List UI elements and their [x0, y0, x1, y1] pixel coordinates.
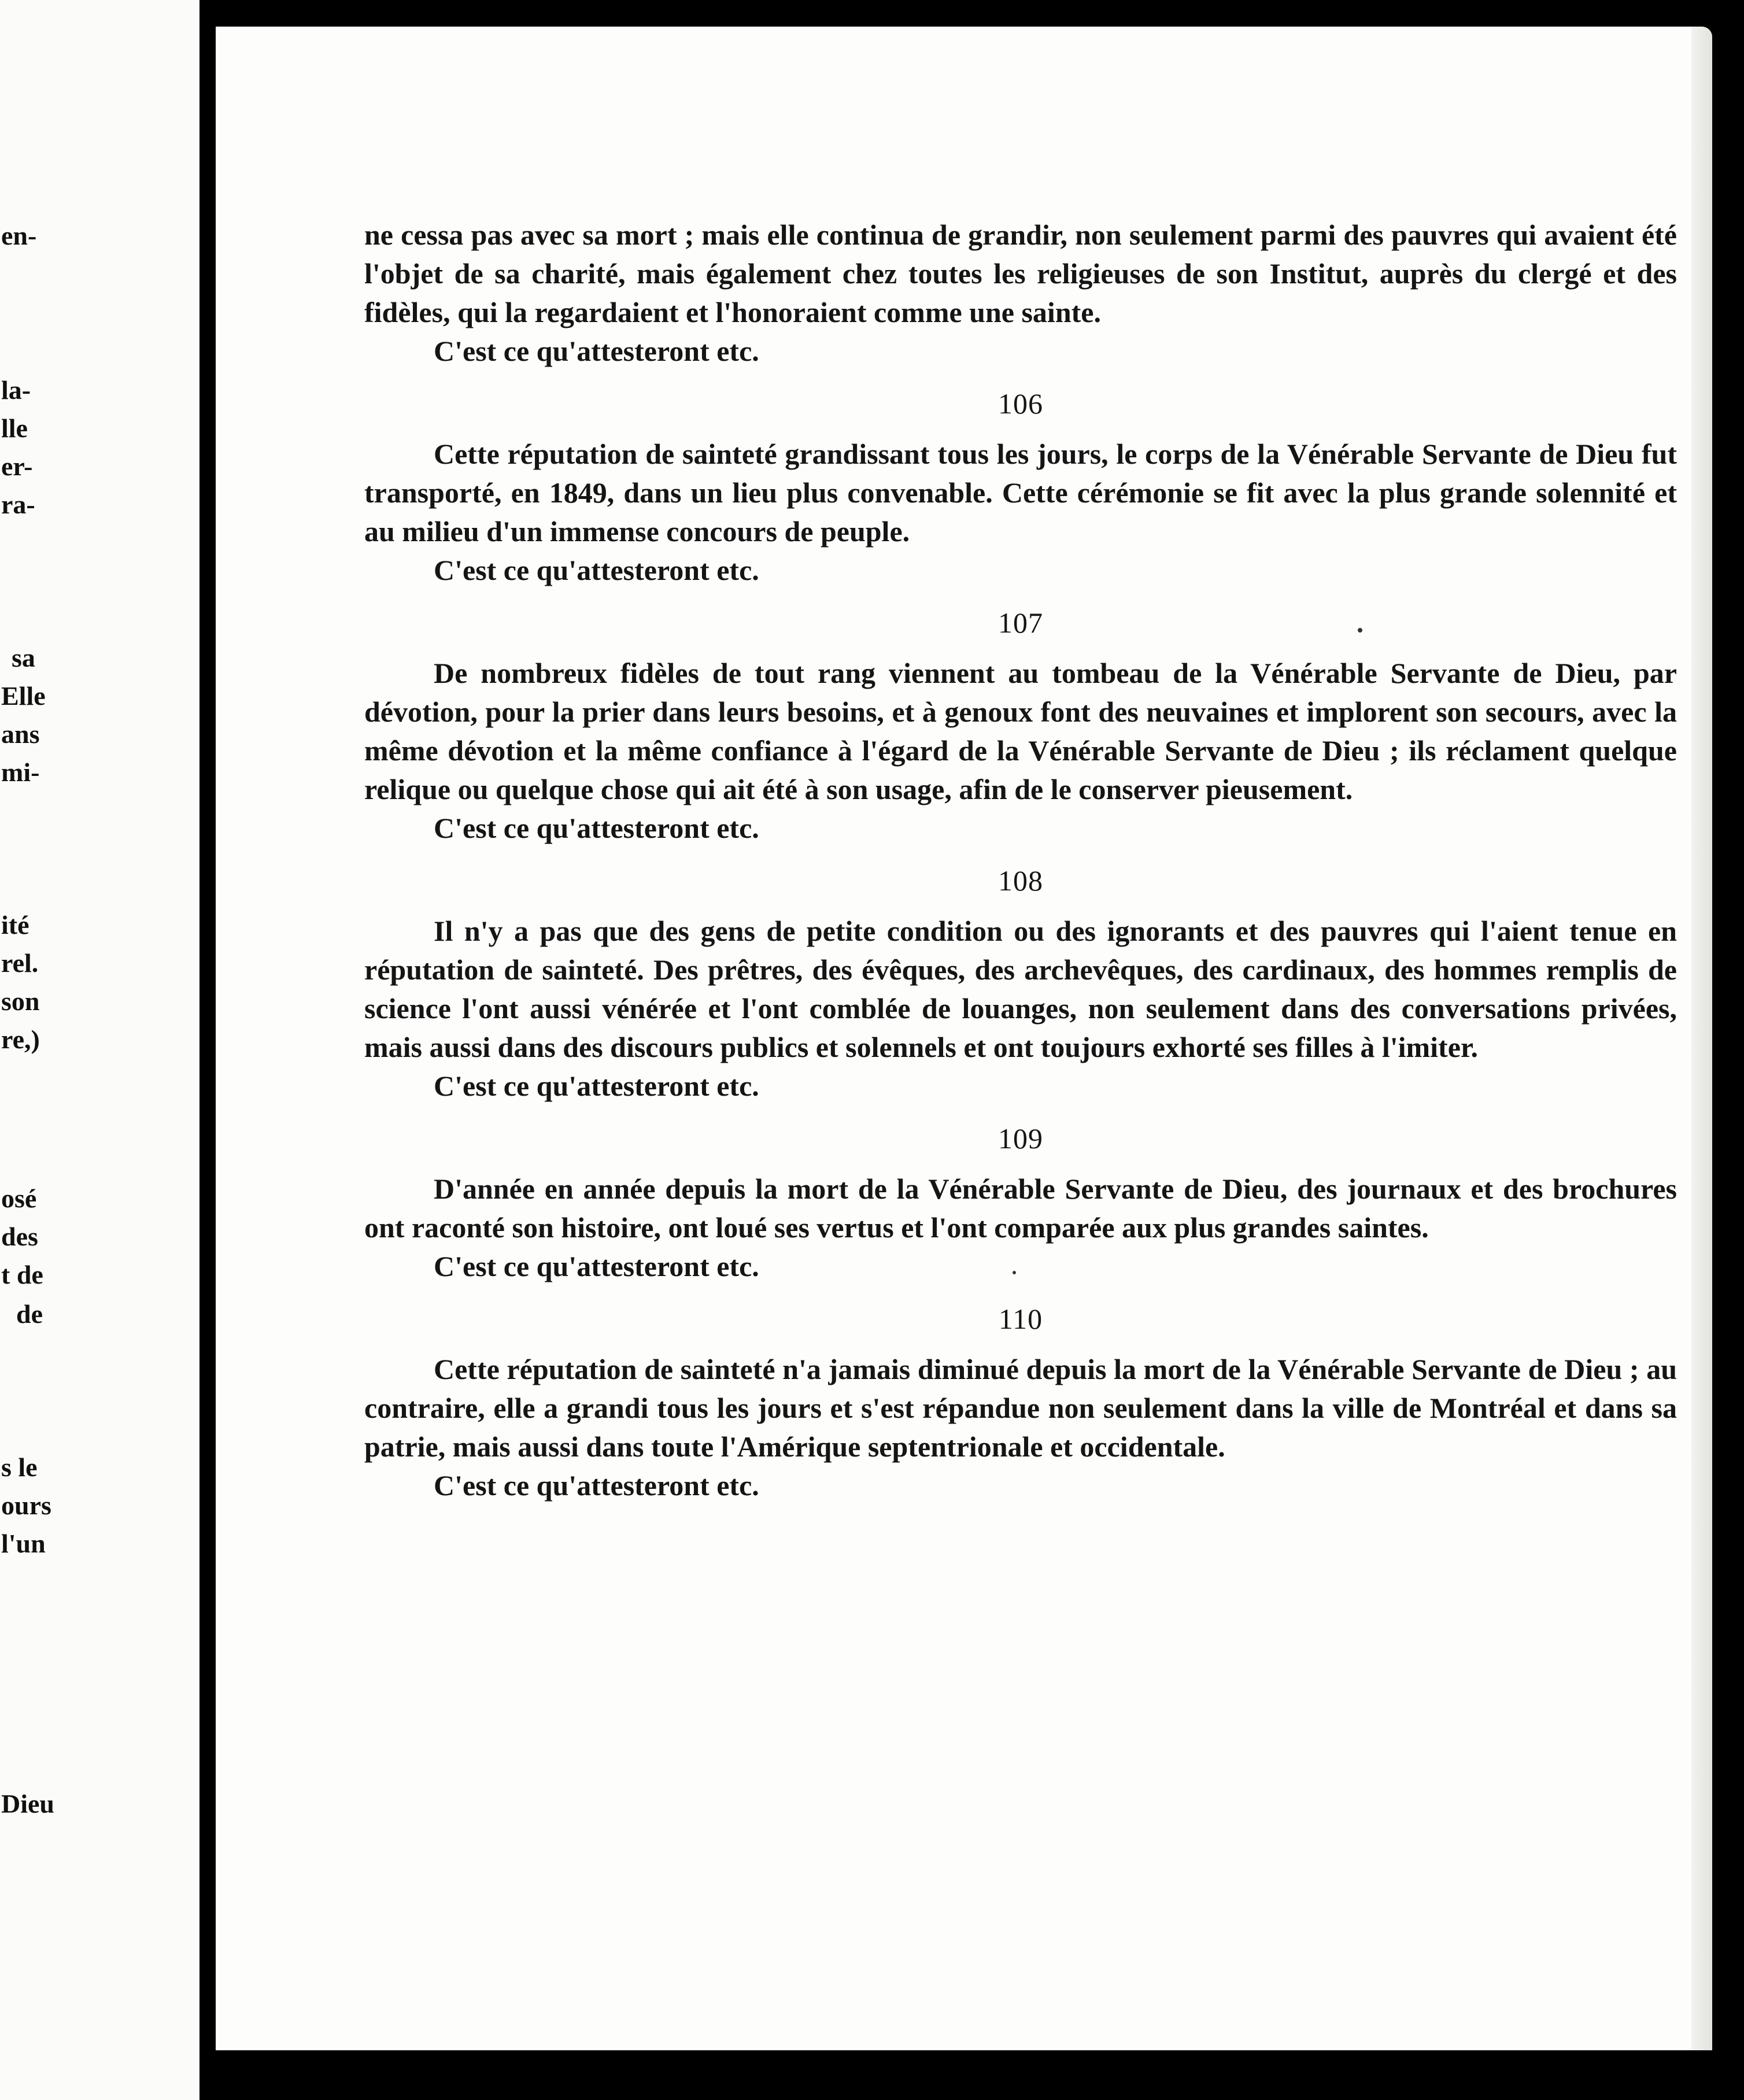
section-number: 108 — [998, 864, 1043, 897]
left-page-fragment: mi- — [1, 757, 40, 787]
left-page-fragment: Dieu — [1, 1789, 54, 1818]
left-facing-page — [0, 0, 199, 2100]
left-page-fragment: l'un — [1, 1529, 46, 1558]
left-page-fragment: sa — [12, 643, 35, 672]
left-page-fragment: ra- — [1, 490, 35, 519]
section-number: 110 — [998, 1303, 1043, 1335]
left-page-fragment: la- — [1, 375, 31, 405]
left-page-fragment: ité — [1, 910, 29, 940]
attest-line: C'est ce qu'attesteront etc. — [434, 1469, 759, 1502]
page-body — [364, 216, 1677, 1505]
binding-gutter — [199, 0, 216, 2100]
left-page-fragment: en- — [1, 221, 37, 250]
section-paragraph: De nombreux fidèles de tout rang viennent au tombeau de la Vénérable Servante de Dieu, par dévotion, pour la prier dans leurs besoins, et à genoux font des neuvaines et implorent son secours, avec la même dévotion et la même confiance à l'égard de la Vénérable Servante de Dieu ; ils réclament quelque relique ou quelque chose qui ait été à son usage, afin de le conserver pieusement. — [364, 657, 1677, 805]
attest-line: C'est ce qu'attesteront etc. — [434, 554, 759, 586]
intro-paragraph: ne cessa pas avec sa mort ; mais elle continua de grandir, non seulement parmi des pauvres qui avaient été l'objet de sa charité, mais également chez toutes les religieuses de son Institut, auprès du clergé et des fidèles, qui la regardaient et l'honoraient comme une sainte. — [364, 219, 1677, 328]
attest-line: C'est ce qu'attesteront etc. — [434, 335, 759, 367]
left-page-fragment: t de — [1, 1260, 43, 1289]
left-page-fragment: son — [1, 986, 40, 1016]
left-page-fragment: re,) — [1, 1025, 40, 1054]
attest-line: C'est ce qu'attesteront etc. — [434, 1250, 759, 1282]
section-paragraph: Cette réputation de sainteté n'a jamais diminué depuis la mort de la Vénérable Servante de Dieu ; au contraire, elle a grandi tous les jours et s'est répandue non seulement dans la ville de Montréal et dans sa patrie, mais aussi dans toute l'Amérique septentrionale et occidentale. — [364, 1353, 1677, 1463]
left-page-fragment: Elle — [1, 681, 46, 711]
section-paragraph: D'année en année depuis la mort de la Vénérable Servante de Dieu, des journaux et des brochures ont raconté son histoire, ont loué ses vertus et l'ont comparée aux plus grandes saintes. — [364, 1173, 1677, 1244]
attest-line: C'est ce qu'attesteront etc. — [434, 1070, 759, 1102]
left-page-fragment: er- — [1, 452, 33, 481]
left-page-fragment: rel. — [1, 948, 39, 978]
left-page-fragment: des — [1, 1222, 38, 1251]
section-number: 107 — [998, 607, 1043, 639]
left-page-fragment: osé — [1, 1184, 37, 1213]
section-number: 109 — [998, 1122, 1043, 1155]
left-page-fragment: s le — [1, 1452, 38, 1482]
document-page — [216, 27, 1712, 2050]
left-page-fragment: de — [16, 1299, 43, 1329]
section-paragraph: Cette réputation de sainteté grandissant tous les jours, le corps de la Vénérable Servante de Dieu fut transporté, en 1849, dans un lieu plus convenable. Cette cérémonie se fit avec la plus grande solennité et au milieu d'un immense concours de peuple. — [364, 438, 1677, 548]
left-page-fragment: lle — [1, 413, 28, 443]
left-page-fragment: ans — [1, 719, 40, 749]
section-number: 106 — [998, 387, 1043, 420]
page-edge — [1691, 27, 1712, 2050]
attest-line: C'est ce qu'attesteront etc. — [434, 812, 759, 844]
section-paragraph: Il n'y a pas que des gens de petite condition ou des ignorants et des pauvres qui l'aient tenue en réputation de sainteté. Des prêtres, des évêques, des archevêques, des cardinaux, des hommes remplis de science l'ont aussi vénérée et l'ont comblée de louanges, non seulement dans des conversations privées, mais aussi dans des discours publics et solennels et ont toujours exhorté ses filles à l'imiter. — [364, 915, 1677, 1063]
left-page-fragment: ours — [1, 1491, 51, 1520]
